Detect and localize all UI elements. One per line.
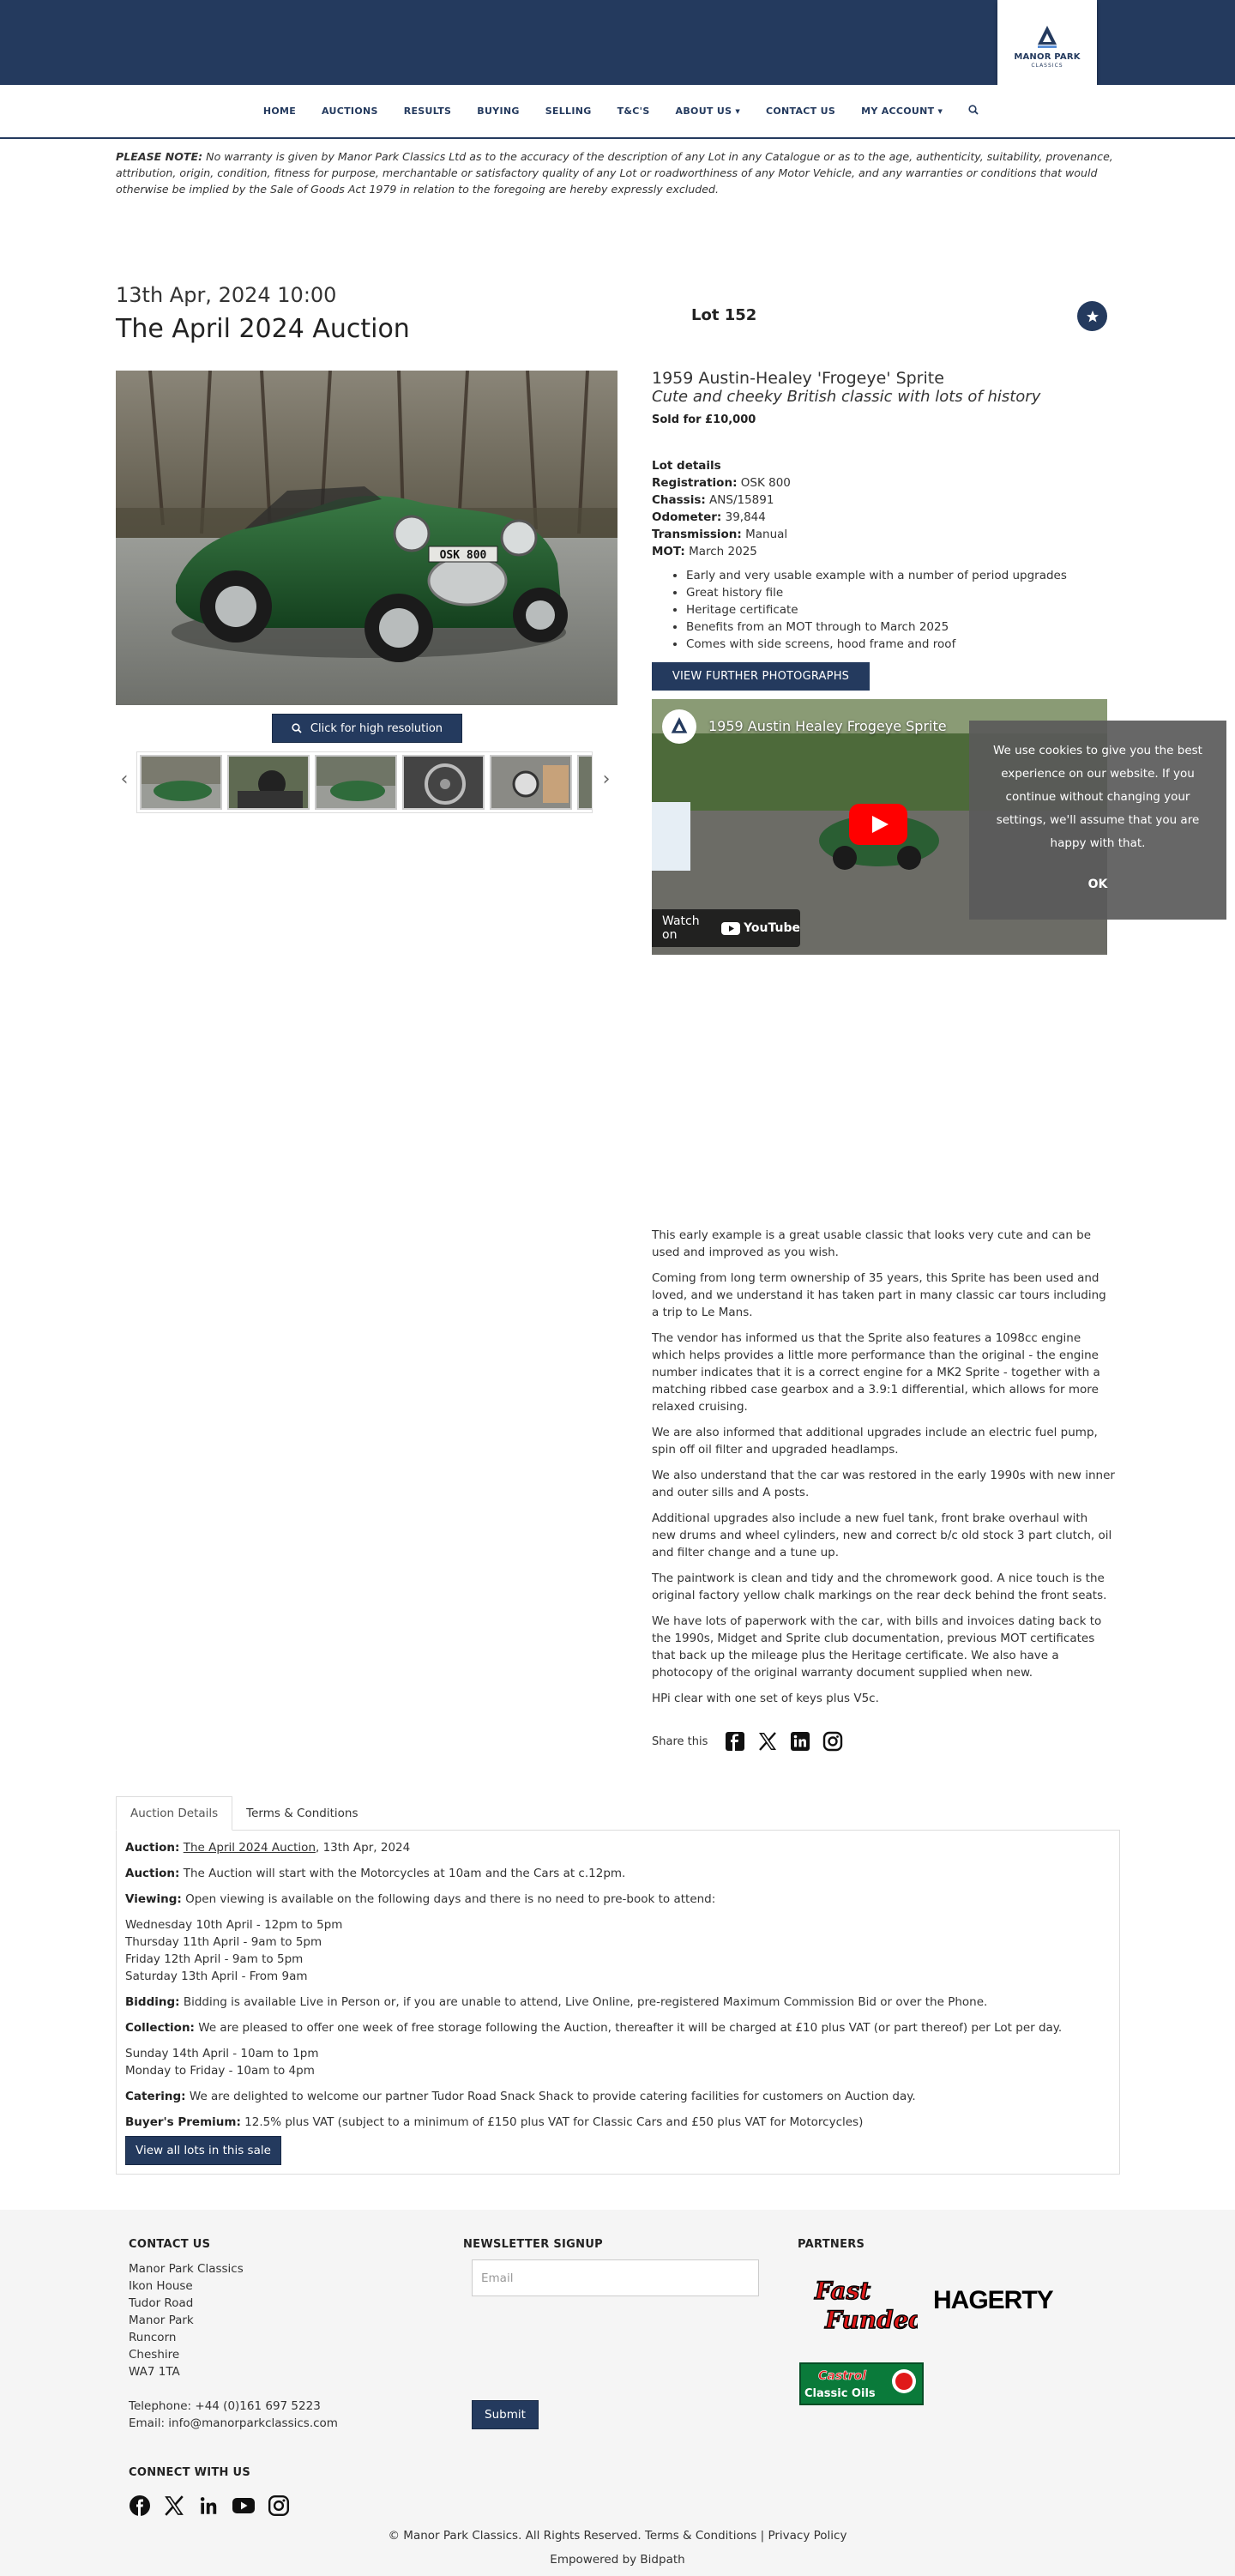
logo-sub: CLASSICS [1031,63,1063,69]
list-item: • Comes with side screens, hood frame and roof [686,636,1067,653]
detail-odometer: Odometer: 39,844 [652,510,766,524]
auction-date: 13th Apr, 2024 10:00 [116,283,337,307]
site-logo[interactable] [997,0,1097,85]
nav-contact-us[interactable]: CONTACT US [766,106,836,117]
youtube-logo: YouTube [721,921,800,935]
x-twitter-icon[interactable] [163,2495,185,2517]
svg-text:Funded: Funded [825,2306,918,2334]
description-paragraph: This early example is a great usable classic that looks very cute and can be used and improved as you wish. [652,1228,1092,1259]
description-paragraph: We have lots of paperwork with the car, with bills and invoices dating back to the 1990s, Midget and Sprite club documentation, previous MOT certificates that back up the mileage plus the Heritage certificate. We also have a photocopy of the original warranty document supplied when new. [652,1614,1102,1680]
svg-text:Classic Oils: Classic Oils [804,2387,876,2400]
footer-privacy-link[interactable]: Privacy Policy [768,2529,847,2543]
search-icon [968,105,979,115]
newsletter-submit-button[interactable]: Submit [472,2400,539,2429]
svg-text:Fast: Fast [815,2277,871,2305]
lot-main-image[interactable] [116,371,618,705]
nav-terms[interactable]: T&C'S [617,106,650,117]
watch-on-youtube[interactable] [652,909,800,947]
description-paragraph: HPi clear with one set of keys plus V5c. [652,1692,879,1705]
watch-on-label: Watch on [662,914,700,942]
chevron-right-icon[interactable]: › [602,769,611,790]
description-paragraph: We are also informed that additional upgrades include an electric fuel pump, spin off oil filter and upgraded headlamps. [652,1426,1098,1457]
instagram-icon[interactable] [822,1731,843,1752]
high-resolution-label: Click for high resolution [310,721,443,735]
disclaimer [116,148,1121,197]
cookie-text: We use cookies to give you the best experience on our website. If you continue without changing your settings, we'll assume that you are happy with that. [993,744,1202,850]
nav-about-us[interactable] [676,106,740,117]
thumbnail[interactable] [315,755,397,810]
main-nav [0,85,1235,139]
linkedin-icon[interactable] [790,1731,810,1752]
partner-fast-funded[interactable] [806,2268,918,2337]
cookie-ok-button[interactable]: OK [1087,878,1108,891]
detail-transmission: Transmission: Manual [652,528,788,541]
youtube-icon [721,922,740,935]
nav-about-us-label: ABOUT US [675,106,732,117]
disclaimer-text: No warranty is given by Manor Park Classics Ltd as to the accuracy of the description of any Lot in any Catalogue or as to the age, authenticity, suitability, provenance, attribution, origin, condition, fitness for purpose, merchantable or satisfactory quality of any Lot or roadworthiness of any Motor Vehicle, and any warranties or conditions that would otherwise be implied by the Sale of Goods Act 1979 in relation to the foregoing are hereby expressly excluded. [116,150,1113,196]
auction-link[interactable]: The April 2024 Auction [183,1841,316,1855]
nav-selling[interactable]: SELLING [545,106,592,117]
copyright-text: © Manor Park Classics. All Rights Reserved. [388,2529,642,2543]
caret-down-icon: ▼ [937,108,943,115]
nav-search[interactable] [968,105,979,118]
description-paragraph: Coming from long term ownership of 35 years, this Sprite has been used and loved, and we understand it has taken part in many classic car tours including a trip to Le Mans. [652,1271,1106,1319]
detail-chassis: Chassis: ANS/15891 [652,493,774,507]
social-links [129,2495,290,2517]
further-photographs-button[interactable]: VIEW FURTHER PHOTOGRAPHS [652,662,870,691]
newsletter-heading: NEWSLETTER SIGNUP [463,2238,604,2251]
number-plate: OSK 800 [439,549,487,562]
collection-days: Sunday 14th April - 10am to 1pm Monday to Friday - 10am to 4pm [125,2047,319,2078]
logo-mark-icon [1038,26,1057,48]
list-item: • Benefits from an MOT through to March 2025 [686,618,1067,636]
viewing-days: Wednesday 10th April - 12pm to 5pm Thursday 11th April - 9am to 5pm Friday 12th April - 9am to 5pm Saturday 13th April - From 9am [125,1918,343,1983]
list-item: • Heritage certificate [686,601,1067,618]
nav-my-account[interactable] [861,106,943,117]
description-paragraph: The vendor has informed us that the Sprite also features a 1098cc engine which helps provides a little more performance than the original - the engine number indicates that it is a correct engine for a MK2 Sprite - together with a matching ribbed case gearbox and a 3.9:1 differential, which allows for more relaxed cruising. [652,1331,1100,1414]
contact-heading: CONTACT US [129,2238,211,2251]
thumbnail[interactable] [140,755,222,810]
connect-heading: CONNECT WITH US [129,2466,251,2479]
play-icon[interactable] [849,804,907,845]
linkedin-icon[interactable] [197,2495,220,2517]
lot-description [652,1227,1115,1716]
copyright-line: © Manor Park Classics. All Rights Reserved. Terms & Conditions | Privacy Policy [388,2529,847,2543]
newsletter-email-input[interactable] [472,2259,759,2296]
nav-results[interactable]: RESULTS [403,106,452,117]
auction-start-info: Auction: The Auction will start with the Motorcycles at 10am and the Cars at c.12pm. [125,1867,626,1880]
lot-number: Lot 152 [691,306,757,324]
nav-home[interactable]: HOME [262,106,297,117]
lot-details-heading: Lot details [652,459,721,473]
tab-terms-conditions[interactable]: Terms & Conditions [246,1807,358,1820]
footer-terms-link[interactable]: Terms & Conditions [644,2529,757,2543]
collection-info: Collection: We are pleased to offer one week of free storage following the Auction, thereafter it will be charged at £10 plus VAT (or part thereof) per Lot per day. [125,2021,1063,2035]
partner-hagerty[interactable] [931,2283,1060,2317]
youtube-icon[interactable] [232,2495,256,2517]
auction-details-panel [116,1830,1120,2175]
list-item: • Early and very usable example with a number of period upgrades [686,567,1067,584]
thumbnail-carousel [116,751,618,813]
search-icon [292,723,302,733]
thumbnail[interactable] [490,755,572,810]
channel-avatar[interactable] [662,709,696,744]
video-title[interactable]: 1959 Austin Healey Frogeye Sprite [708,718,947,734]
partner-castrol[interactable] [799,2362,924,2405]
logo-name: MANOR PARK [1014,52,1081,62]
detail-registration: Registration: OSK 800 [652,476,791,490]
top-header [0,0,1235,85]
lot-details [652,457,791,560]
email-address[interactable]: Email: info@manorparkclassics.com [129,2416,338,2430]
description-paragraph: We also understand that the car was restored in the early 1990s with new inner and outer sills and A posts. [652,1469,1115,1499]
svg-text:Castrol: Castrol [818,2369,867,2383]
bidding-info: Bidding: Bidding is available Live in Person or, if you are unable to attend, Live Online, pre-registered Maximum Commission Bid or over the Phone. [125,1995,988,2009]
facebook-icon[interactable] [725,1731,745,1752]
thumbnail[interactable] [402,755,485,810]
nav-my-account-label: MY ACCOUNT [861,106,935,117]
instagram-icon[interactable] [268,2495,290,2517]
auction-info: Auction: The April 2024 Auction, 13th Apr, 2024 [125,1841,411,1855]
x-twitter-icon[interactable] [757,1731,778,1752]
detail-mot: MOT: March 2025 [652,545,757,558]
share-bar [652,1731,843,1752]
tab-auction-details[interactable]: Auction Details [116,1796,232,1831]
car-photo [116,371,618,705]
lot-title: 1959 Austin-Healey 'Frogeye' Sprite [652,369,944,388]
caret-down-icon: ▼ [735,108,741,115]
list-item: • Great history file [686,584,1067,601]
description-paragraph: The paintwork is clean and tidy and the chromework good. A nice touch is the original factory yellow chalk markings on the rear deck behind the front seats. [652,1572,1107,1602]
thumbnail[interactable] [577,755,593,810]
auction-tabs [116,1796,372,1831]
catering-info: Catering: We are delighted to welcome our partner Tudor Road Snack Shack to provide catering facilities for customers on Auction day. [125,2090,916,2103]
thumbnail[interactable] [227,755,310,810]
contact-details: Manor Park Classics Ikon House Tudor Road Manor Park Runcorn Cheshire WA7 1TA Telephone: +44 (0)161 697 5223 Email: info@manorparkclassics.com [129,2262,338,2430]
description-paragraph: Additional upgrades also include a new fuel tank, front brake overhaul with new drums and wheel cylinders, new and correct b/c old stock 3 part clutch, oil and filter change and a tune up. [652,1511,1112,1559]
buyers-premium-info: Buyer's Premium: 12.5% plus VAT (subject to a minimum of £150 plus VAT for Classic Cars and £50 plus VAT for Motorcycles) [125,2115,864,2129]
star-icon [1086,310,1099,323]
nav-auctions[interactable]: AUCTIONS [322,106,378,117]
svg-text:HAGERTY: HAGERTY [933,2286,1053,2314]
partners-heading: PARTNERS [798,2238,865,2251]
chevron-left-icon[interactable]: ‹ [120,769,129,790]
powered-by[interactable]: Empowered by Bidpath [550,2553,685,2567]
telephone[interactable]: Telephone: +44 (0)161 697 5223 [129,2399,321,2413]
viewing-info: Viewing: Open viewing is available on the following days and there is no need to pre-book to attend: [125,1892,716,1906]
auction-title: The April 2024 Auction [116,314,410,344]
high-resolution-button[interactable] [272,714,462,743]
cookie-banner [969,721,1226,920]
facebook-icon[interactable] [129,2495,151,2517]
lot-subtitle: Cute and cheeky British classic with lots of history [652,388,1041,406]
footer [0,2210,1235,2576]
thumbnail-strip [136,751,593,813]
share-label: Share this [652,1734,708,1748]
watch-lot-button[interactable] [1077,301,1107,331]
sold-price: Sold for £10,000 [652,413,756,426]
view-all-lots-button[interactable]: View all lots in this sale [125,2136,281,2165]
nav-buying[interactable]: BUYING [477,106,520,117]
feature-list [669,567,1067,653]
disclaimer-label: PLEASE NOTE: [116,150,203,163]
